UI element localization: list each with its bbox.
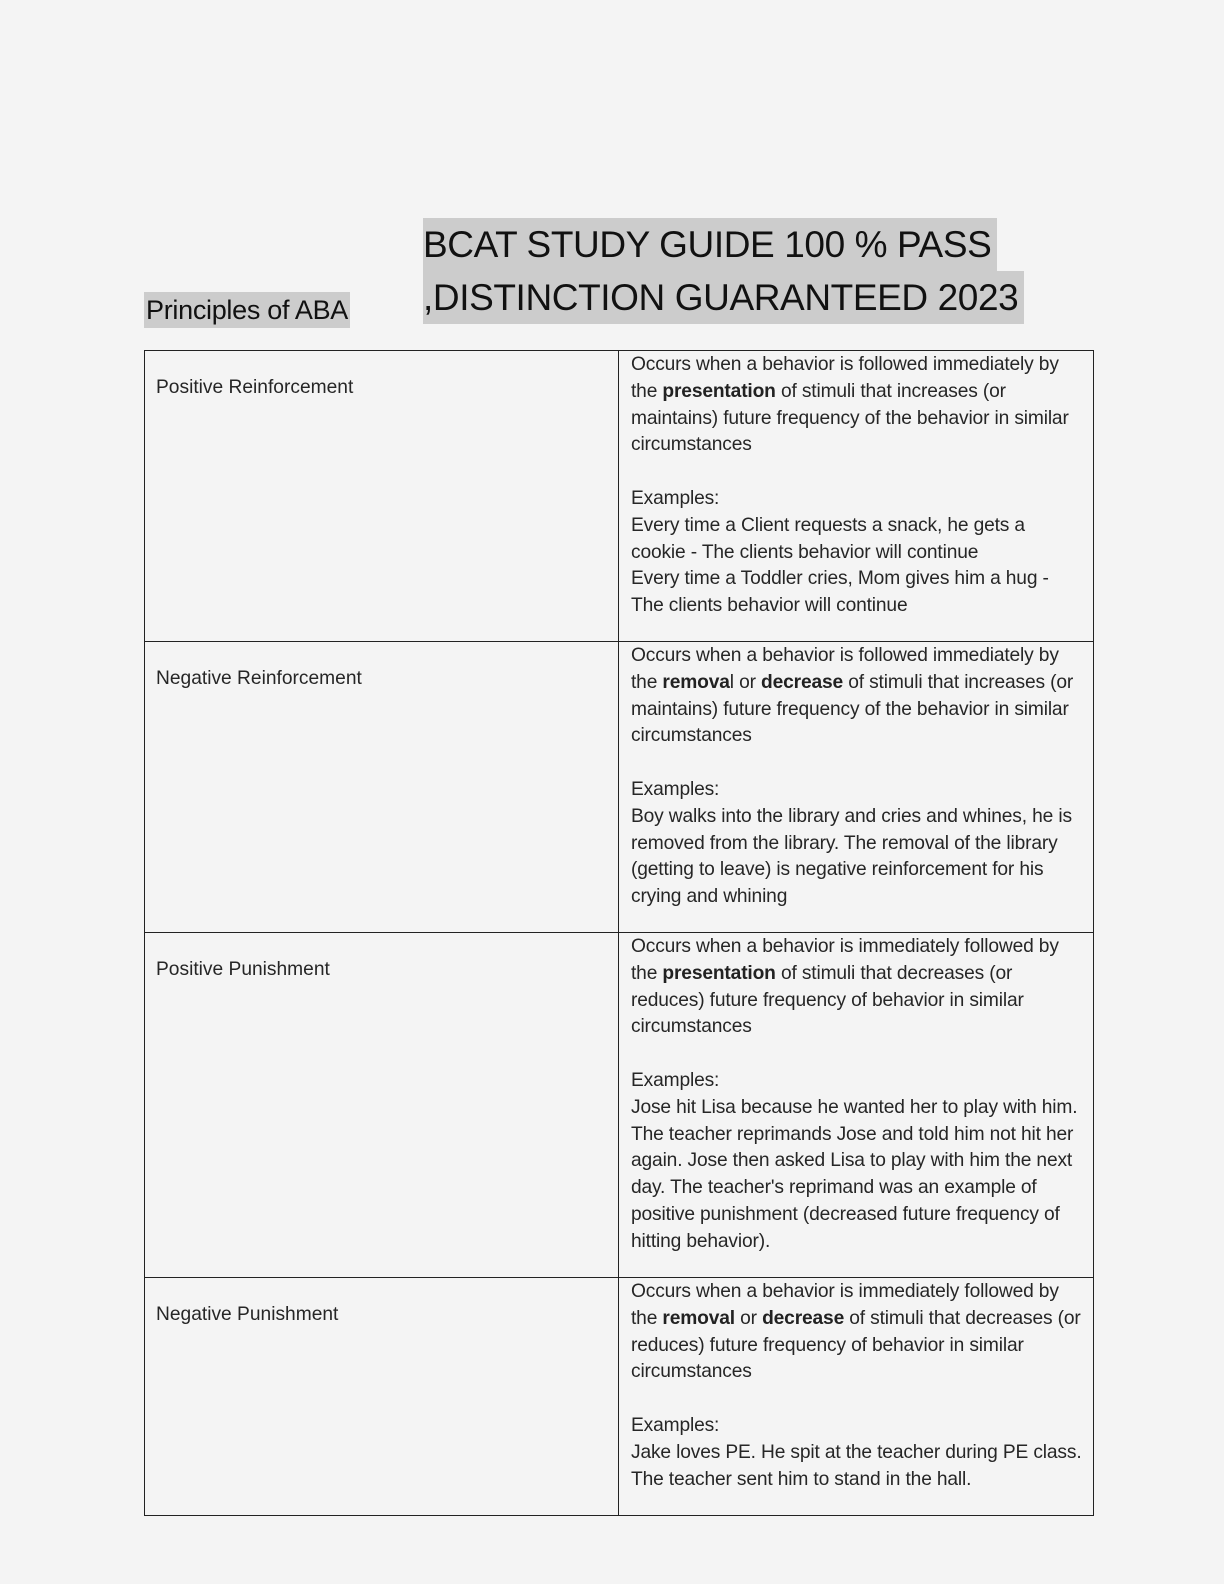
definition-text: Occurs when a behavior is followed immediately by the removal or decrease of stimuli that increases (or maintains) future frequency of the behavior in similar circumstances [631, 645, 1074, 747]
definition-cell [619, 933, 1094, 1278]
title-line-2: ,DISTINCTION GUARANTEED 2023 [423, 271, 1024, 324]
table-row [145, 642, 1094, 933]
definition-cell [619, 351, 1094, 642]
example-item: Jake loves PE. He spit at the teacher during PE class. The teacher sent him to stand in the hall. [631, 1441, 1082, 1490]
term-cell: Positive Punishment [145, 933, 619, 1278]
definition-cell [619, 1278, 1094, 1516]
example-item: Every time a Toddler cries, Mom gives him a hug - The clients behavior will continue [631, 568, 1049, 617]
document-title [423, 218, 1024, 324]
term-cell: Positive Reinforcement [145, 351, 619, 642]
table-row [145, 351, 1094, 642]
table-row [145, 1278, 1094, 1516]
definition-text: Occurs when a behavior is immediately followed by the presentation of stimuli that decreases (or reduces) future frequency of behavior in similar circumstances [631, 936, 1059, 1038]
example-item: Every time a Client requests a snack, he gets a cookie - The clients behavior will continue [631, 514, 1025, 563]
example-item: Boy walks into the library and cries and whines, he is removed from the library. The removal of the library (getting to leave) is negative reinforcement for his crying and whining [631, 805, 1072, 908]
definition-cell [619, 642, 1094, 933]
definition-text: Occurs when a behavior is immediately followed by the removal or decrease of stimuli that decreases (or reduces) future frequency of behavior in similar circumstances [631, 1281, 1081, 1383]
title-line-1: BCAT STUDY GUIDE 100 % PASS [423, 218, 997, 271]
principles-table [144, 350, 1094, 1516]
examples-label: Examples: [631, 1414, 720, 1436]
term-cell: Negative Reinforcement [145, 642, 619, 933]
term-cell: Negative Punishment [145, 1278, 619, 1516]
examples-label: Examples: [631, 487, 720, 509]
table-row [145, 933, 1094, 1278]
example-item: Jose hit Lisa because he wanted her to play with him. The teacher reprimands Jose and told him not hit her again. Jose then asked Lisa to play with him the next day. The teacher's reprimand was an example of positive punishment (decreased future frequency of hitting behavior). [631, 1096, 1078, 1252]
section-label: Principles of ABA [144, 292, 350, 328]
definition-text: Occurs when a behavior is followed immediately by the presentation of stimuli that increases (or maintains) future frequency of the behavior in similar circumstances [631, 354, 1069, 456]
examples-label: Examples: [631, 778, 720, 800]
examples-label: Examples: [631, 1069, 720, 1091]
